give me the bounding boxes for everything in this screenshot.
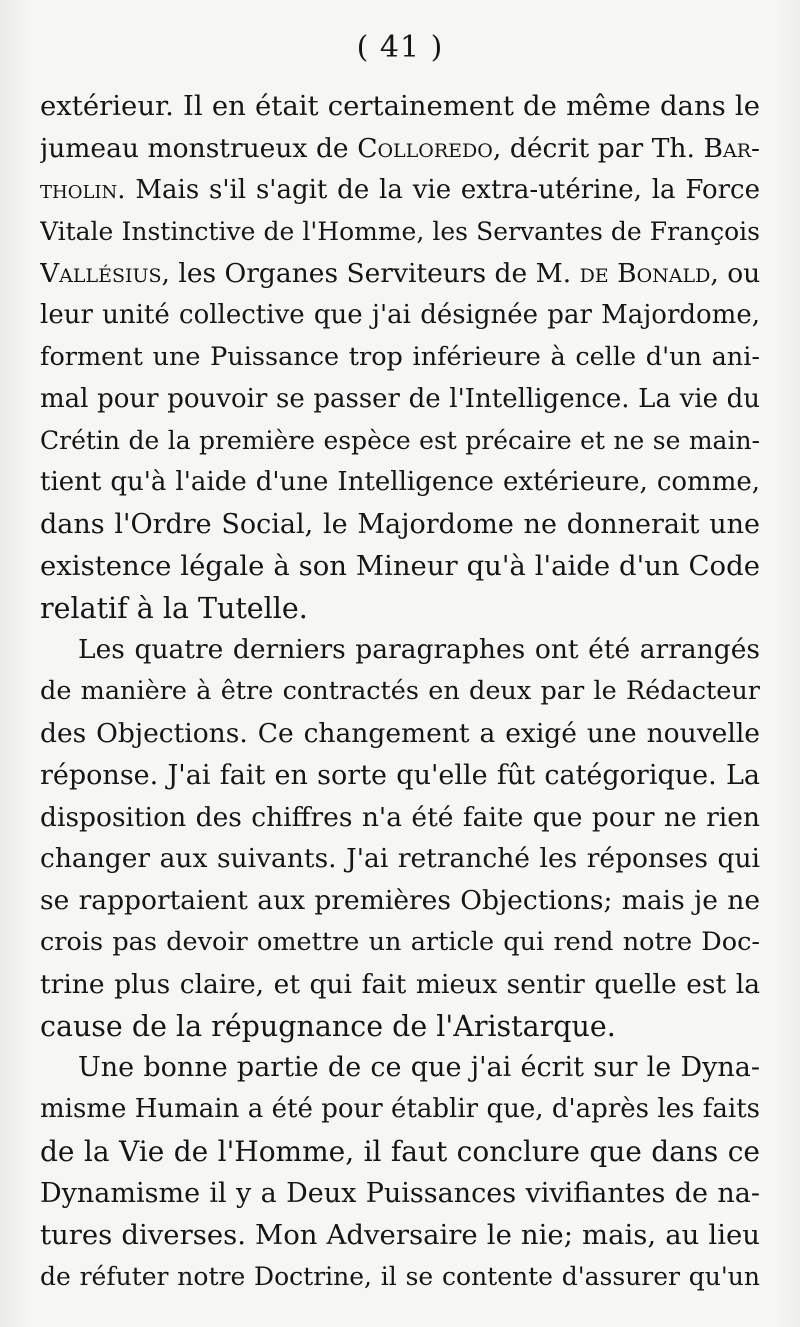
text-line-14: Les quatre derniers paragraphes ont été arrangés xyxy=(78,634,760,666)
text-line-18: disposition des chiffres n'a été faite que pour ne rien xyxy=(40,801,760,833)
text-line-23: cause de la répugnance de l'Aristarque. xyxy=(40,1009,616,1043)
text-line-26: de la Vie de l'Homme, il faut conclure que dans ce xyxy=(40,1134,760,1168)
text-line-19: changer aux suivants. J'ai retranché les réponses qui xyxy=(40,843,760,875)
text-line-13: relatif à la Tutelle. xyxy=(40,591,308,625)
text-line-3: tholin. Mais s'il s'agit de la vie extra-utérine, la Force xyxy=(40,174,760,205)
text-line-27: Dynamisme il y a Deux Puissances vivifiantes de na- xyxy=(40,1177,760,1209)
text-line-8: mal pour pouvoir se passer de l'Intelligence. La vie du xyxy=(40,383,760,414)
text-line-10: tient qu'à l'aide d'une Intelligence extérieure, comme, xyxy=(40,467,760,498)
text-line-29: de réfuter notre Doctrine, il se contente d'assurer qu'un xyxy=(40,1262,760,1292)
text-line-12: existence légale à son Mineur qu'à l'aide d'un Code xyxy=(40,549,760,582)
text-line-24: Une bonne partie de ce que j'ai écrit sur le Dyna- xyxy=(78,1052,760,1084)
text-line-15: de manière à être contractés en deux par le Rédacteur xyxy=(40,676,760,707)
text-line-11: dans l'Ordre Social, le Majordome ne donnerait une xyxy=(40,508,760,540)
text-line-9: Crétin de la première espèce est précaire et ne se main- xyxy=(40,426,760,456)
text-line-5: Vallésius, les Organes Serviteurs de M. de Bonald, ou xyxy=(40,258,760,290)
text-line-17: réponse. J'ai fait en sorte qu'elle fût catégorique. La xyxy=(40,759,760,791)
text-line-20: se rapportaient aux premières Objections; mais je ne xyxy=(40,885,760,917)
body-text xyxy=(40,86,760,1298)
text-line-2: jumeau monstrueux de Colloredo, décrit par Th. Bar- xyxy=(40,132,760,164)
text-line-22: trine plus claire, et qui fait mieux sentir quelle est la xyxy=(40,968,760,1000)
text-line-21: crois pas devoir omettre un article qui rend notre Doc- xyxy=(40,926,760,957)
text-line-6: leur unité collective que j'ai désignée par Majordome, xyxy=(40,299,760,330)
text-line-28: tures diverses. Mon Adversaire le nie; mais, au lieu xyxy=(40,1218,760,1251)
page-number: ( 41 ) xyxy=(356,30,444,65)
text-line-4: Vitale Instinctive de l'Homme, les Servantes de François xyxy=(40,217,760,247)
text-line-1: extérieur. Il en était certainement de même dans le xyxy=(40,90,760,122)
text-line-7: forment une Puissance trop inférieure à celle d'un ani- xyxy=(40,341,760,372)
text-line-16: des Objections. Ce changement a exigé une nouvelle xyxy=(40,717,760,749)
text-line-25: misme Humain a été pour établir que, d'après les faits xyxy=(40,1094,760,1125)
